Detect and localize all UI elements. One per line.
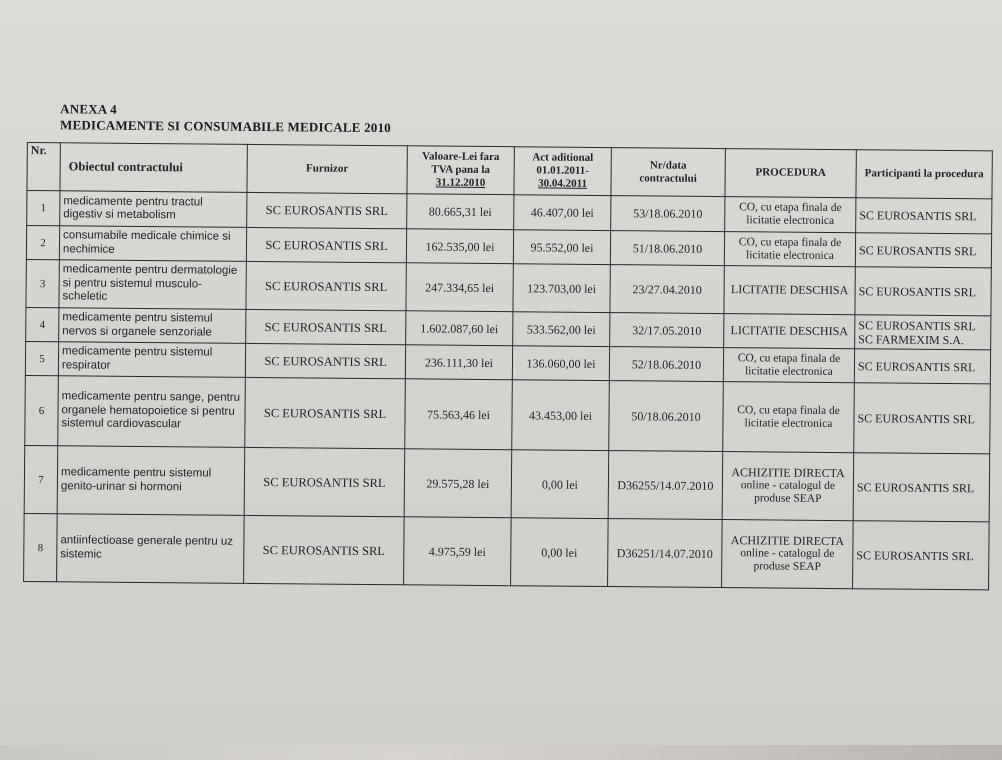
cell-participanti	[853, 453, 990, 522]
header-valoare-line1: Valoare-Lei fara	[422, 150, 500, 164]
cell-act-aditional: 136.060,00 lei	[512, 346, 609, 381]
procedura-detail: online - catalogul de produse SEAP	[740, 479, 836, 505]
cell-nr: 5	[25, 341, 58, 375]
cell-valoare: 162.535,00 lei	[406, 229, 513, 264]
cell-obiect: medicamente pentru dermatologie si pentru sistemul musculo-scheletic	[59, 260, 246, 310]
table-row	[24, 445, 990, 521]
table-header-row	[27, 142, 992, 198]
document-title: MEDICAMENTE SI CONSUMABILE MEDICALE 2010	[59, 117, 391, 136]
cell-contract: 51/18.06.2010	[610, 231, 724, 266]
cell-furnizor: SC EUROSANTIS SRL	[244, 447, 405, 516]
table-row	[25, 375, 991, 453]
cell-furnizor: SC EUROSANTIS SRL	[246, 227, 406, 262]
contracts-table	[23, 142, 993, 590]
procedura-detail: online - catalogul de produse SEAP	[740, 547, 835, 573]
header-participanti: Participanti la procedura	[856, 150, 992, 199]
cell-act-aditional: 0,00 lei	[511, 450, 609, 519]
header-procedura: PROCEDURA	[725, 149, 856, 198]
procedura-type: ACHIZITIE DIRECTA	[731, 465, 845, 481]
cell-nr: 6	[25, 375, 59, 445]
cell-procedura: CO, cu etapa finala de licitatie electronica	[725, 197, 856, 233]
cell-obiect: medicamente pentru sange, pentru organele hematopoietice si pentru sistemul cardiovascular	[58, 376, 246, 448]
cell-participanti	[856, 198, 992, 234]
cell-valoare: 236.111,30 lei	[405, 345, 512, 380]
participant-name: SC EUROSANTIS SRL	[858, 283, 977, 299]
header-contract-line1: Nr/data	[649, 158, 687, 172]
cell-valoare: 80.665,31 lei	[407, 194, 514, 230]
participant-name: SC EUROSANTIS SRL	[857, 358, 976, 374]
procedura-type: ACHIZITIE DIRECTA	[730, 533, 845, 549]
header-obiect: Obiectul contractului	[60, 143, 247, 193]
cell-nr: 7	[24, 445, 58, 513]
header-contract-line2: contractului	[639, 171, 697, 185]
cell-obiect: medicamente pentru sistemul respirator	[58, 342, 245, 378]
cell-furnizor: SC EUROSANTIS SRL	[246, 309, 406, 344]
cell-procedura: CO, cu etapa finala de licitatie electronica	[723, 382, 855, 453]
participant-name: SC EUROSANTIS SRL	[857, 410, 975, 426]
cell-nr: 3	[26, 259, 59, 307]
cell-furnizor: SC EUROSANTIS SRL	[247, 192, 407, 228]
cell-obiect: consumabile medicale chimice si nechimice	[59, 226, 246, 262]
cell-procedura: LICITATIE DESCHISA	[724, 314, 855, 349]
cell-contract: 23/27.04.2010	[610, 265, 724, 314]
cell-act-aditional: 0,00 lei	[511, 518, 609, 587]
cell-contract: 32/17.05.2010	[610, 313, 724, 348]
cell-obiect: medicamente pentru sistemul genito-urinar si hormoni	[57, 446, 245, 516]
table-row	[24, 513, 990, 589]
cell-valoare: 75.563,46 lei	[405, 379, 513, 450]
cell-act-aditional: 123.703,00 lei	[513, 264, 610, 313]
cell-nr: 2	[26, 225, 59, 259]
cell-contract: 52/18.06.2010	[609, 347, 723, 382]
header-valoare-line2: TVA pana la	[431, 163, 490, 177]
cell-act-aditional: 533.562,00 lei	[513, 312, 610, 347]
header-contract	[611, 148, 725, 197]
cell-participanti	[853, 521, 990, 590]
cell-valoare: 247.334,65 lei	[406, 263, 513, 312]
header-act-aditional	[514, 147, 611, 196]
cell-valoare: 29.575,28 lei	[404, 449, 512, 518]
cell-furnizor: SC EUROSANTIS SRL	[245, 377, 406, 448]
cell-nr: 8	[24, 513, 58, 581]
participant-name: SC EUROSANTIS SRL	[858, 242, 977, 258]
cell-obiect: medicamente pentru sistemul nervos si organele senzoriale	[59, 308, 246, 344]
participant-name: SC FARMEXIM S.A.	[858, 331, 965, 347]
annex-label: ANEXA 4	[60, 101, 117, 117]
header-act-line3: 30.04.2011	[538, 177, 588, 190]
table-row	[26, 259, 991, 315]
cell-act-aditional: 46.407,00 lei	[514, 195, 611, 231]
cell-contract: D36255/14.07.2010	[608, 451, 723, 520]
cell-contract: 50/18.06.2010	[609, 381, 724, 452]
cell-furnizor: SC EUROSANTIS SRL	[244, 515, 405, 584]
cell-contract: 53/18.06.2010	[611, 196, 725, 232]
cell-participanti	[855, 315, 991, 350]
participant-name: SC EUROSANTIS SRL	[858, 317, 976, 333]
cell-procedura: CO, cu etapa finala de licitatie electronica	[723, 348, 854, 383]
participant-name: SC EUROSANTIS SRL	[856, 479, 975, 495]
cell-obiect: medicamente pentru tractul digestiv si metabolism	[60, 191, 247, 228]
header-nr: Nr.	[27, 142, 60, 190]
header-furnizor: Furnizor	[247, 144, 407, 193]
cell-obiect: antiinfectioase generale pentru uz sistemic	[57, 514, 245, 584]
cell-nr: 1	[27, 190, 60, 225]
cell-valoare: 4.975,59 lei	[404, 517, 512, 586]
cell-act-aditional: 95.552,00 lei	[513, 230, 610, 265]
cell-participanti	[854, 349, 990, 384]
header-valoare	[407, 146, 514, 195]
participant-name: SC EUROSANTIS SRL	[856, 547, 974, 563]
cell-participanti	[854, 383, 991, 454]
cell-procedura	[722, 452, 854, 521]
cell-nr: 4	[26, 307, 59, 341]
cell-act-aditional: 43.453,00 lei	[512, 380, 610, 451]
cell-furnizor: SC EUROSANTIS SRL	[245, 343, 405, 378]
cell-contract: D36251/14.07.2010	[608, 519, 723, 588]
cell-furnizor: SC EUROSANTIS SRL	[246, 261, 406, 310]
participant-name: SC EUROSANTIS SRL	[859, 208, 977, 224]
cell-participanti	[855, 233, 991, 268]
header-act-line1: Act aditional	[532, 151, 594, 164]
cell-procedura: CO, cu etapa finala de licitatie electronica	[724, 232, 855, 267]
header-act-line2: 01.01.2011-	[536, 164, 589, 177]
cell-procedura: LICITATIE DESCHISA	[724, 266, 855, 315]
header-valoare-line3: 31.12.2010	[435, 176, 486, 189]
cell-participanti	[855, 267, 991, 316]
cell-valoare: 1.602.087,60 lei	[406, 311, 513, 346]
cell-procedura	[722, 520, 854, 589]
